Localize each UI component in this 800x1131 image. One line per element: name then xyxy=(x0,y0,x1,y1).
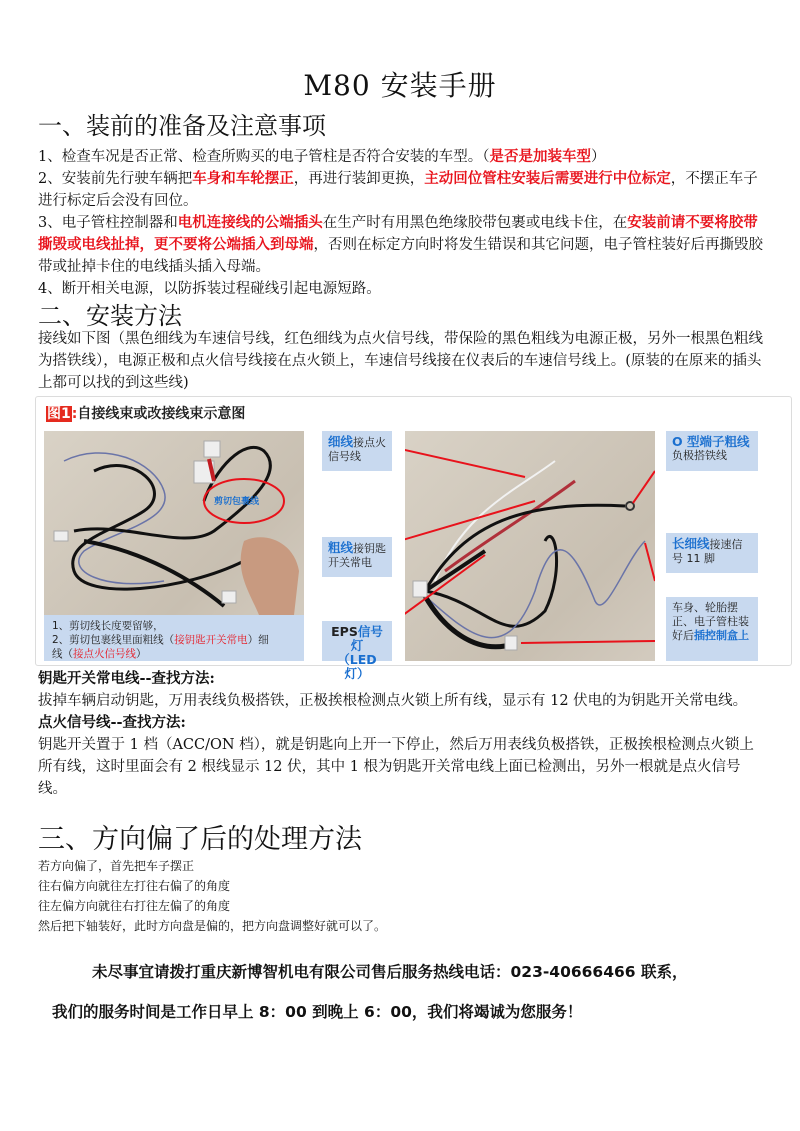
section1-item-3 xyxy=(38,212,768,278)
caption-highlight: 接钥匙开关常电 xyxy=(174,634,248,646)
label-text: 接钥匙开关常电 xyxy=(328,542,387,569)
label-strong: O 型端子粗线 xyxy=(672,434,750,449)
section1-list xyxy=(38,146,768,300)
footer-hotline: 未尽事宜请拨打重庆新博智机电有限公司售后服务热线电话：023-40666466 联系， xyxy=(92,963,688,981)
section3-heading: 三、方向偏了后的处理方法 xyxy=(38,824,362,855)
section3-line: 若方向偏了，首先把车子摆正 xyxy=(38,859,195,873)
text-run: 3、电子管柱控制器和 xyxy=(38,215,178,231)
ignition-wire-heading: 点火信号线--查找方法: xyxy=(38,714,186,731)
label-o-terminal xyxy=(666,431,758,471)
text-run: ） xyxy=(590,149,606,165)
section2-heading: 二、安装方法 xyxy=(38,302,182,330)
caption-text: 线（ xyxy=(52,648,73,660)
label-text: 负极搭铁线 xyxy=(672,449,727,462)
key-wire-text: 拔掉车辆启动钥匙，万用表线负极搭铁，正极挨根检测点火锁上所有线，显示有 12 伏电的为钥匙开关常电线。 xyxy=(38,693,748,709)
label-text: 接点火信号线 xyxy=(328,436,387,463)
figure-title xyxy=(46,403,245,423)
caption-line xyxy=(52,647,296,661)
text-run: ，不摆正车子进行标定后会没有回位。 xyxy=(38,171,758,209)
key-wire-heading: 钥匙开关常电线--查找方法: xyxy=(38,670,215,687)
text-run: ，否则在标定方向时将发生错误和其它问题，电子管柱装好后再撕毁胶带或扯掉卡住的电线插头插入母端。 xyxy=(38,237,763,275)
emphasis-text: 主动回位管柱安装后需要进行中位标定 xyxy=(424,170,671,187)
emphasis-text: 是否是加装车型 xyxy=(489,148,591,165)
text-run: 1、检查车况是否正常、检查所购买的电子管柱是否符合安装的车型。（ xyxy=(38,149,490,165)
left-photo-caption xyxy=(44,615,304,661)
figure-colon: : xyxy=(71,406,78,422)
label-text: 接速信号 11 脚 xyxy=(672,538,743,565)
label-strong: 长细线 xyxy=(672,536,710,551)
figure-title-text: 自接线束或改接线束示意图 xyxy=(77,406,246,422)
left-harness-photo xyxy=(44,431,304,615)
key-wire-section xyxy=(38,668,768,800)
emphasis-text: 安装前请不要将胶带撕毁或电线扯掉，更不要将公端插入到母端 xyxy=(38,214,758,253)
figure-number: 图1 xyxy=(47,406,71,422)
caption-text: ）细 xyxy=(247,634,269,646)
label-text: 车身、轮胎摆正、电子管柱装好后 xyxy=(672,601,749,642)
harness-illustration-icon xyxy=(44,431,304,615)
cut-wire-label: 剪切包裹线 xyxy=(214,497,260,507)
label-prefix: EPS xyxy=(331,624,358,639)
document-title: M80 安装手册 xyxy=(303,69,497,102)
label-long-thin-wire xyxy=(666,533,758,573)
caption-text: ） xyxy=(136,648,147,660)
text-run: 2、安装前先行驶车辆把 xyxy=(38,171,193,187)
right-harness-photo xyxy=(405,431,655,661)
caption-line xyxy=(52,633,296,647)
text-run: 4、断开相关电源，以防拆装过程碰线引起电源短路。 xyxy=(38,281,381,297)
caption-text: 2、剪切包裹线里面粗线（ xyxy=(52,634,175,646)
label-eps-led xyxy=(322,621,392,681)
eps-line2: （LED灯） xyxy=(337,652,377,681)
text-run: ，再进行装卸更换， xyxy=(293,171,425,187)
footer-service-hours: 我们的服务时间是工作日早上 8：00 到晚上 6：00，我们将竭诚为您服务！ xyxy=(52,1003,583,1021)
eps-line1 xyxy=(328,625,386,653)
section2-intro: 接线如下图（黑色细线为车速信号线，红色细线为点火信号线，带保险的黑色粗线为电源正极，另外一根黑色粗线为搭铁线），电源正极和点火信号线接在点火锁上，车速信号线接在仪表后的车速信号线上。(原装的在原来的插头上都可以找的到这些线) xyxy=(38,331,763,391)
label-thin-wire xyxy=(322,431,392,471)
label-controller-box xyxy=(666,597,758,661)
section3-line: 往右偏方向就往左打往右偏了的角度 xyxy=(38,879,231,893)
section3-line: 往左偏方向就往右打往左偏了的角度 xyxy=(38,899,231,913)
label-thick-wire xyxy=(322,537,392,577)
label-strong: 插控制盒上 xyxy=(694,629,749,642)
ignition-wire-text: 钥匙开关置于 1 档（ACC/ON 档），就是钥匙向上开一下停止，然后万用表线负极搭铁，正极挨根检测点火锁上所有线，这时里面会有 2 根线显示 12 伏，其中 1 根为钥匙开关常电线上面已检测出，另外一根就是点火信号线。 xyxy=(38,737,754,797)
emphasis-text: 电机连接线的公端插头 xyxy=(177,214,323,231)
caption-highlight: 接点火信号线 xyxy=(73,648,136,660)
label-strong: 细线 xyxy=(328,434,354,449)
section3-line: 然后把下轴装好，此时方向盘是偏的，把方向盘调整好就可以了。 xyxy=(38,919,387,933)
label-strong: 粗线 xyxy=(328,540,354,555)
section1-item-2 xyxy=(38,168,768,212)
emphasis-text: 车身和车轮摆正 xyxy=(192,170,294,187)
section1-heading: 一、装前的准备及注意事项 xyxy=(38,112,326,140)
label-strong: 信号灯 xyxy=(350,624,383,653)
harness-illustration-icon xyxy=(405,431,655,661)
section3-lines xyxy=(38,856,386,936)
text-run: 在生产时有用黑色绝缘胶带包裹或电线卡住，在 xyxy=(322,215,628,231)
section1-item-1 xyxy=(38,146,768,168)
caption-line: 1、剪切线长度要留够， xyxy=(52,620,164,632)
